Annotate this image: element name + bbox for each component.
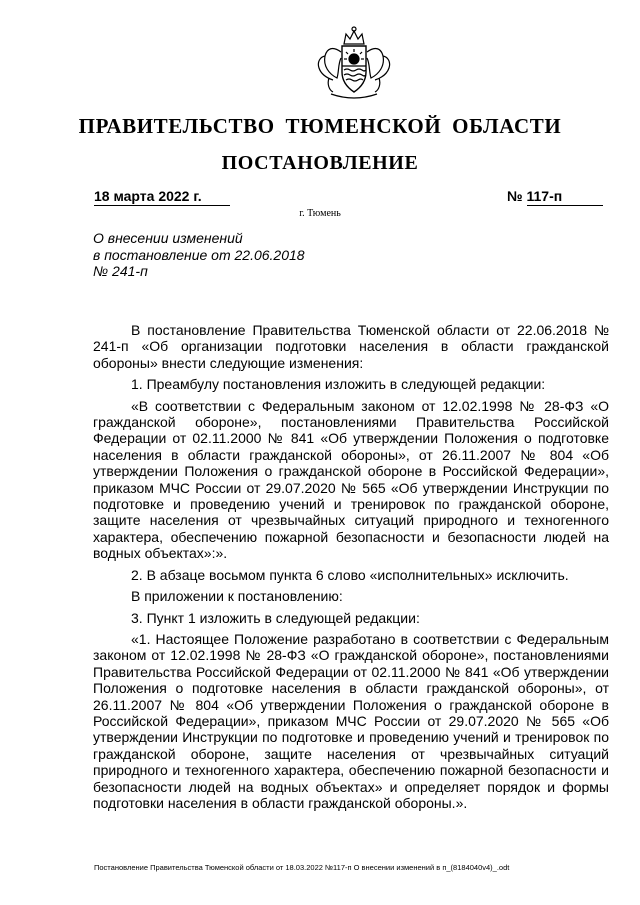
body-paragraph: «В соответствии с Федеральным законом от 12.02.1998 № 28-ФЗ «О гражданской обороне», постановлениями Правительства Российской Федерации от 02.11.2000 № 841 «Об утверждении Положения о подготовке населения в области гражданской обороны», от 26.11.2007 № 804 «Об утверждении Положения о гражданской обороне в Российской Федерации», приказом МЧС России от 29.07.2020 № 565 «Об утверждении Инструкции по подготовке и проведению учений и тренировок по гражданской обороне, защите населения от чрезвычайных ситуаций природного и техногенного характера, обеспечению пожарной безопасности и безопасности людей на водных объектах»:». <box>93 397 609 562</box>
document-type-title: ПОСТАНОВЛЕНИЕ <box>221 152 419 174</box>
body-paragraph: «1. Настоящее Положение разработано в соответствии с Федеральным законом от 12.02.1998 № 28-ФЗ «О гражданской обороне», постановлениями Правительства Российской Федерации от 02.11.2000 № 841 «Об утверждении Положения о подготовке населения в области гражданской обороны», от 26.11.2007 № 804 «Об утверждении Положения о гражданской обороне в Российской Федерации», приказом МЧС России от 29.07.2020 № 565 «Об утверждении Инструкции по подготовке и проведению учений и тренировок по гражданской обороне, защите населения от чрезвычайных ситуаций природного и техногенного характера, обеспечению пожарной безопасности и безопасности людей на водных объектах» и определяет порядок и формы подготовки населения в области гражданской обороны.». <box>93 630 609 811</box>
body-paragraph: 1. Преамбулу постановления изложить в следующей редакции: <box>131 376 546 393</box>
body-paragraph: 2. В абзаце восьмом пункта 6 слово «исполнительных» исключить. <box>131 566 569 583</box>
document-subject <box>93 230 305 280</box>
government-title: ПРАВИТЕЛЬСТВО ТЮМЕНСКОЙ ОБЛАСТИ <box>78 114 562 138</box>
body-paragraph: В приложении к постановлению: <box>131 588 343 605</box>
subject-line: О внесении изменений <box>93 230 243 246</box>
body-paragraph: В постановление Правительства Тюменской области от 22.06.2018 № 241-п «Об организации подготовки населения в области гражданской обороны» внести следующие изменения: <box>93 322 609 371</box>
number-value: 117-п <box>527 188 603 206</box>
document-date: 18 марта 2022 г. <box>94 188 230 206</box>
subject-line: № 241-п <box>93 263 148 279</box>
document-body <box>93 322 609 816</box>
number-prefix: № <box>507 188 523 204</box>
page-footer: Постановление Правительства Тюменской области от 18.03.2022 №117-п О внесении изменений в п_(8184040v4)_.odt <box>94 863 510 872</box>
document-number <box>507 188 603 206</box>
body-paragraph: 3. Пункт 1 изложить в следующей редакции: <box>131 609 420 626</box>
tyumen-region-coat-of-arms-icon <box>311 22 397 102</box>
subject-line: в постановление от 22.06.2018 <box>93 246 305 263</box>
issue-city: г. Тюмень <box>299 208 341 219</box>
